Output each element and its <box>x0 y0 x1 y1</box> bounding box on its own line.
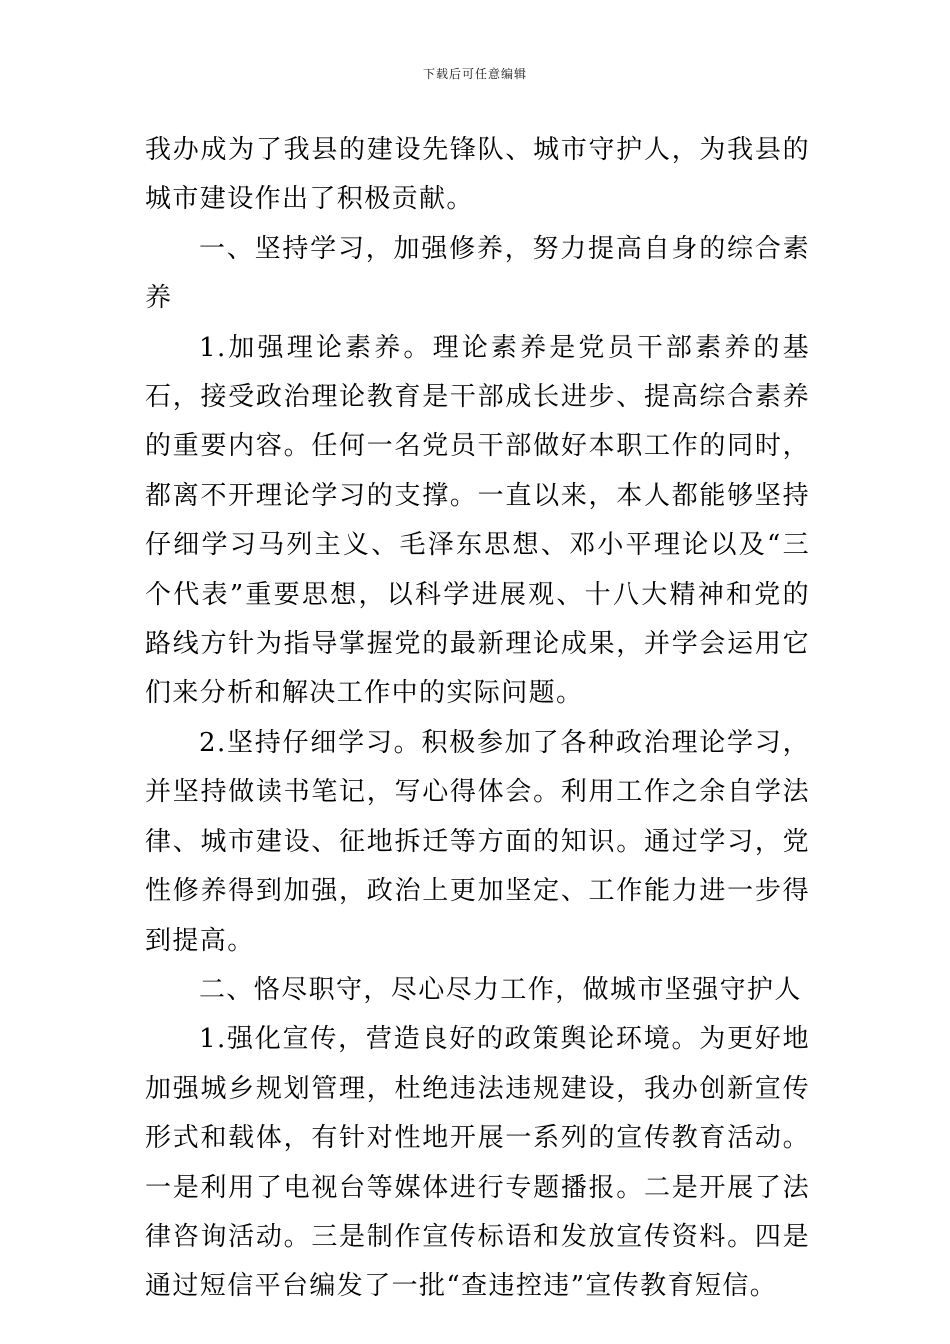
paragraph-study: 2.坚持仔细学习。积极参加了各种政治理论学习，并坚持做读书笔记，写心得体会。利用工作之余自学法律、城市建设、征地拆迁等方面的知识。通过学习，党性修养得到加强，政治上更加坚定、工作能力进一步得到提高。 <box>145 727 810 956</box>
section-heading-1: 一、坚持学习，加强修养，努力提高自身的综合素养 <box>145 233 810 314</box>
document-body <box>145 126 810 1312</box>
paragraph-theory: 1.加强理论素养。理论素养是党员干部素养的基石，接受政治理论教育是干部成长进步、提高综合素养的重要内容。任何一名党员干部做好本职工作的同时，都离不开理论学习的支撑。一直以来，本人都能够坚持仔细学习马列主义、毛泽东思想、邓小平理论以及“三个代表”重要思想，以科学进展观、十八大精神和党的路线方针为指导掌握党的最新理论成果，并学会运用它们来分析和解决工作中的实际问题。 <box>145 332 810 709</box>
header-note: 下载后可任意编辑 <box>422 67 527 81</box>
paragraph-continuation: 我办成为了我县的建设先锋队、城市守护人，为我县的城市建设作出了积极贡献。 <box>145 135 810 215</box>
section-heading-2: 二、恪尽职守，尽心尽力工作，做城市坚强守护人 <box>199 974 802 1005</box>
paragraph-publicity: 1.强化宣传，营造良好的政策舆论环境。为更好地加强城乡规划管理，杜绝违法违规建设，我办创新宣传形式和载体，有针对性地开展一系列的宣传教育活动。一是利用了电视台等媒体进行专题播报。二是开展了法律咨询活动。三是制作宣传标语和发放宣传资料。四是通过短信平台编发了一批“查违控违”宣传教育短信。 <box>145 1024 810 1302</box>
